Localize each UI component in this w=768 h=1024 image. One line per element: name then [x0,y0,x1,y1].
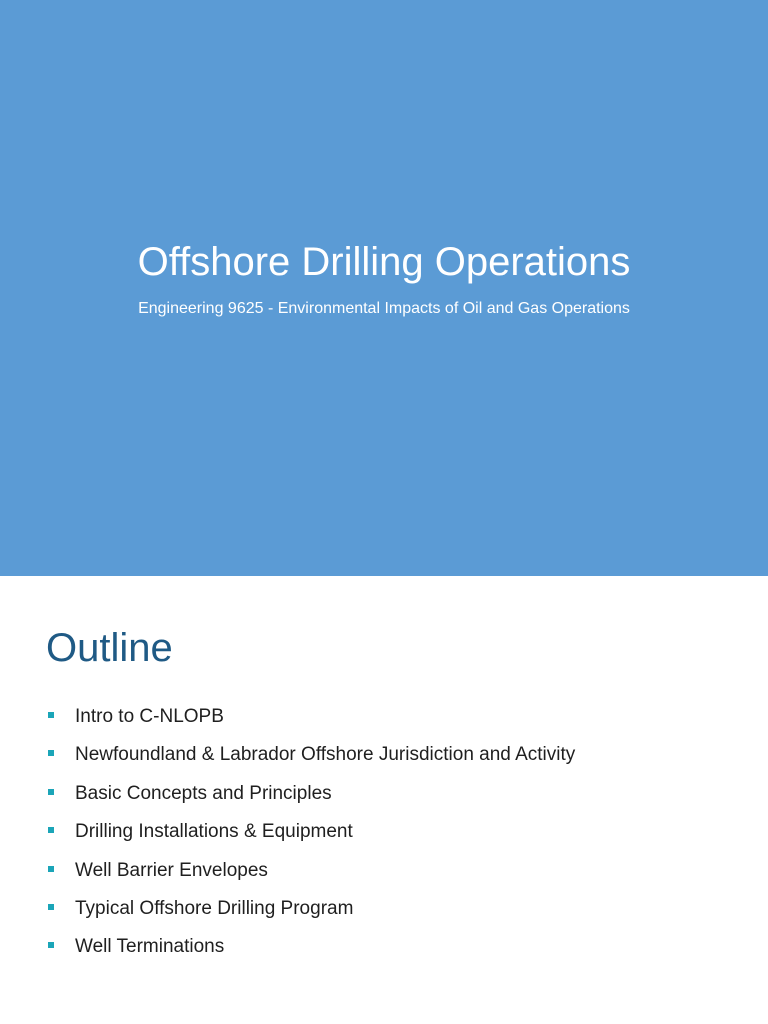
outline-slide [0,576,768,1024]
square-bullet-icon [48,789,54,795]
square-bullet-icon [48,866,54,872]
list-item-label: Drilling Installations & Equipment [75,821,353,843]
list-item-label: Basic Concepts and Principles [75,782,332,804]
list-item-label: Intro to C-NLOPB [75,706,224,727]
list-item-label: Newfoundland & Labrador Offshore Jurisdiction and Activity [75,744,576,766]
list-item-label: Well Barrier Envelopes [75,859,268,881]
square-bullet-icon [48,712,54,718]
list-item-label: Typical Offshore Drilling Program [75,897,354,919]
square-bullet-icon [48,942,54,948]
square-bullet-icon [48,827,54,833]
slide-title: Offshore Drilling Operations [137,240,631,284]
list-item-label: Well Terminations [75,936,225,958]
square-bullet-icon [48,904,54,910]
square-bullet-icon [48,750,54,756]
slide-subtitle: Engineering 9625 - Environmental Impacts of Oil and Gas Operations [138,300,630,317]
outline-heading: Outline [46,626,173,670]
